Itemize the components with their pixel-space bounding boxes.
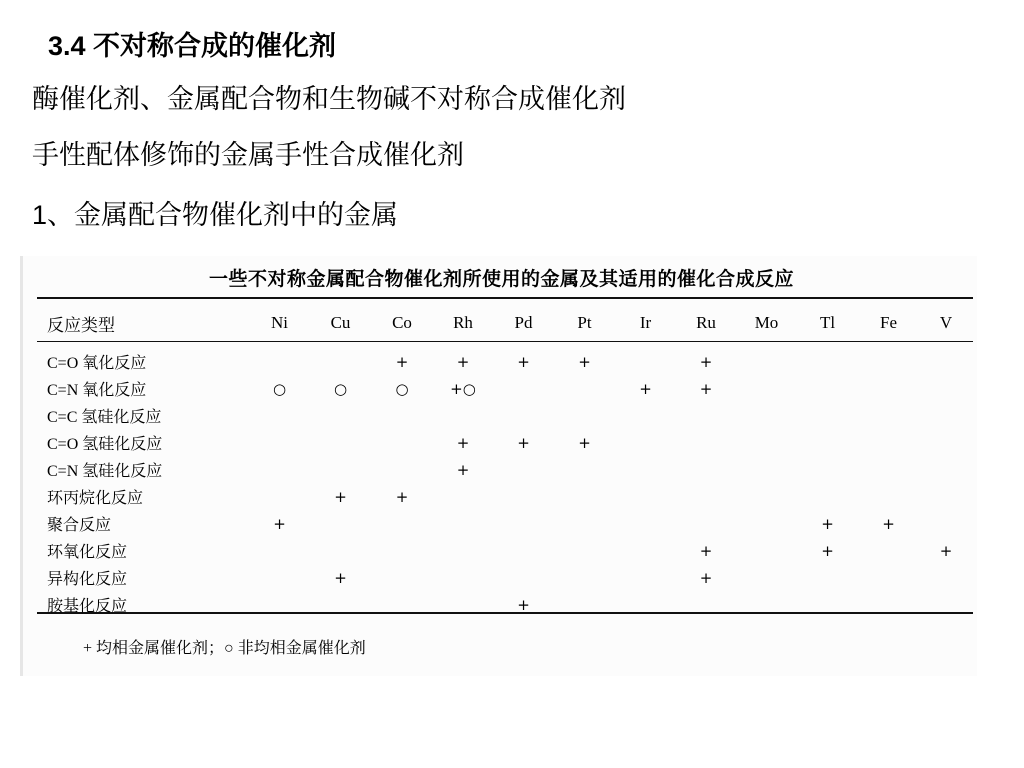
- bullet-line-1: 酶催化剂、金属配合物和生物碱不对称合成催化剂: [32, 84, 626, 115]
- catalyst-mark-cell: [433, 483, 493, 510]
- catalyst-mark-cell: [615, 510, 676, 537]
- catalyst-mark-cell: [615, 564, 676, 591]
- catalyst-mark-cell: [615, 342, 676, 375]
- catalyst-mark-cell: [858, 342, 919, 375]
- metal-header: Ru: [696, 313, 716, 332]
- catalyst-mark-cell: ○: [333, 379, 348, 398]
- reaction-type-cell: C=N 氢硅化反应: [47, 463, 163, 480]
- catalyst-mark-cell: +: [334, 487, 347, 506]
- catalyst-mark-cell: [615, 429, 676, 456]
- catalyst-mark-cell: +: [821, 541, 834, 560]
- metal-header: V: [939, 313, 953, 332]
- catalyst-mark-cell: [310, 537, 371, 564]
- catalyst-mark-cell: [676, 591, 736, 618]
- catalyst-mark-cell: [310, 342, 371, 375]
- catalyst-mark-cell: +: [395, 352, 409, 371]
- bullet-line-3-number: 1: [32, 200, 48, 230]
- catalyst-mark-cell: +: [821, 514, 834, 533]
- metal-header: Pt: [577, 313, 592, 332]
- table-row: [37, 375, 973, 402]
- table-footnote: + 均相金属催化剂；○ 非均相金属催化剂: [83, 640, 366, 657]
- scanned-table-image: [20, 256, 977, 676]
- catalyst-mark-cell: [736, 564, 797, 591]
- catalyst-mark-cell: [919, 342, 973, 375]
- metal-header: Ir: [639, 313, 652, 332]
- catalyst-mark-cell: [736, 375, 797, 402]
- slide-title: 3.4 不对称合成的催化剂: [48, 31, 337, 61]
- catalyst-mark-cell: +: [699, 379, 713, 398]
- reaction-type-cell: C=N 氧化反应: [47, 382, 147, 399]
- table-row: [37, 429, 973, 456]
- reaction-type-header: 反应类型: [47, 315, 115, 335]
- catalyst-mark-cell: [919, 429, 973, 456]
- catalyst-mark-cell: [797, 591, 858, 618]
- catalyst-mark-cell: [858, 537, 919, 564]
- catalyst-mark-cell: +: [273, 514, 286, 533]
- reaction-type-cell: C=C 氢硅化反应: [47, 409, 162, 426]
- catalyst-mark-cell: [919, 483, 973, 510]
- table-row: [37, 564, 973, 591]
- catalyst-mark-cell: [615, 537, 676, 564]
- table-row: [37, 342, 973, 375]
- catalyst-mark-cell: [736, 483, 797, 510]
- catalyst-mark-cell: [310, 456, 371, 483]
- table-row: [37, 456, 973, 483]
- catalyst-mark-cell: [371, 591, 433, 618]
- bullet-line-3: [32, 193, 398, 232]
- catalyst-mark-cell: [736, 456, 797, 483]
- catalyst-mark-cell: [554, 456, 615, 483]
- catalyst-mark-cell: +: [882, 514, 895, 533]
- catalyst-mark-cell: [493, 564, 554, 591]
- catalyst-mark-cell: [919, 375, 973, 402]
- catalyst-mark-cell: [797, 429, 858, 456]
- catalyst-mark-cell: [615, 483, 676, 510]
- catalyst-mark-cell: [919, 510, 973, 537]
- catalyst-mark-cell: [736, 402, 797, 429]
- catalyst-mark-cell: [736, 429, 797, 456]
- catalyst-mark-cell: [249, 591, 310, 618]
- bullet-line-2: 手性配体修饰的金属手性合成催化剂: [32, 140, 464, 171]
- reaction-type-cell: 异构化反应: [47, 571, 128, 588]
- catalyst-mark-cell: +: [517, 352, 530, 371]
- catalyst-mark-cell: [858, 429, 919, 456]
- table-header-row: [37, 304, 973, 342]
- catalyst-mark-cell: [310, 591, 371, 618]
- metal-header: Tl: [819, 313, 836, 332]
- catalyst-mark-cell: [249, 456, 310, 483]
- catalyst-mark-cell: [615, 402, 676, 429]
- catalyst-mark-cell: +: [639, 379, 652, 398]
- catalyst-mark-cell: [676, 456, 736, 483]
- catalyst-mark-cell: [736, 537, 797, 564]
- catalyst-mark-cell: [858, 564, 919, 591]
- table-row: [37, 591, 973, 618]
- catalyst-mark-cell: [676, 510, 736, 537]
- table-row: [37, 402, 973, 429]
- catalyst-mark-cell: [797, 564, 858, 591]
- catalyst-mark-cell: [310, 510, 371, 537]
- catalyst-mark-cell: +○: [450, 379, 476, 398]
- catalyst-mark-cell: [493, 483, 554, 510]
- metal-header: Ni: [271, 313, 288, 332]
- catalyst-mark-cell: [919, 564, 973, 591]
- reaction-type-cell: 胺基化反应: [47, 598, 128, 615]
- catalyst-mark-cell: [554, 537, 615, 564]
- table-row: [37, 483, 973, 510]
- catalyst-mark-cell: [249, 564, 310, 591]
- catalyst-mark-cell: [797, 483, 858, 510]
- catalyst-mark-cell: +: [939, 541, 953, 560]
- metal-header: Fe: [880, 313, 897, 332]
- catalyst-mark-cell: [615, 456, 676, 483]
- catalyst-mark-cell: [554, 402, 615, 429]
- catalyst-mark-cell: +: [699, 568, 713, 587]
- catalyst-mark-cell: [858, 456, 919, 483]
- catalyst-mark-cell: [493, 402, 554, 429]
- catalyst-mark-cell: [554, 510, 615, 537]
- catalyst-mark-cell: [249, 537, 310, 564]
- catalyst-mark-cell: [676, 429, 736, 456]
- table-row: [37, 510, 973, 537]
- metal-header: Pd: [514, 313, 533, 332]
- catalyst-mark-cell: [736, 591, 797, 618]
- catalyst-mark-cell: [493, 537, 554, 564]
- catalyst-mark-cell: [797, 375, 858, 402]
- catalyst-mark-cell: [249, 342, 310, 375]
- catalyst-mark-cell: ○: [395, 379, 409, 398]
- catalyst-mark-cell: [310, 429, 371, 456]
- catalyst-mark-cell: [433, 402, 493, 429]
- table-row: [37, 537, 973, 564]
- metal-header: Rh: [453, 313, 473, 332]
- catalyst-mark-cell: +: [699, 352, 713, 371]
- catalyst-mark-cell: [797, 402, 858, 429]
- catalyst-mark-cell: +: [395, 487, 409, 506]
- catalyst-mark-cell: [919, 402, 973, 429]
- catalyst-mark-cell: ○: [272, 379, 287, 398]
- catalyst-mark-cell: [858, 375, 919, 402]
- catalyst-mark-cell: [249, 429, 310, 456]
- catalyst-mark-cell: +: [334, 568, 347, 587]
- catalyst-mark-cell: [433, 564, 493, 591]
- catalyst-mark-cell: [371, 402, 433, 429]
- reaction-type-cell: C=O 氢硅化反应: [47, 436, 163, 453]
- catalyst-mark-cell: +: [578, 352, 591, 371]
- metal-header: Mo: [754, 313, 779, 332]
- catalyst-mark-cell: [554, 564, 615, 591]
- catalyst-mark-cell: [797, 456, 858, 483]
- metal-reaction-table: [37, 304, 973, 618]
- catalyst-mark-cell: [858, 402, 919, 429]
- catalyst-mark-cell: [736, 342, 797, 375]
- catalyst-mark-cell: [858, 591, 919, 618]
- catalyst-mark-cell: [919, 456, 973, 483]
- catalyst-mark-cell: [433, 537, 493, 564]
- catalyst-mark-cell: [433, 591, 493, 618]
- bullet-line-3-text: 、金属配合物催化剂中的金属: [47, 200, 399, 231]
- reaction-type-cell: 环氧化反应: [47, 544, 128, 561]
- catalyst-mark-cell: [433, 510, 493, 537]
- catalyst-mark-cell: [493, 510, 554, 537]
- catalyst-mark-cell: +: [517, 595, 530, 614]
- reaction-type-cell: 聚合反应: [47, 517, 112, 534]
- metal-header: Cu: [330, 313, 351, 332]
- catalyst-mark-cell: [371, 429, 433, 456]
- catalyst-mark-cell: [554, 591, 615, 618]
- table-top-rule: [37, 297, 973, 299]
- table-caption: 一些不对称金属配合物催化剂所使用的金属及其适用的催化合成反应: [209, 269, 795, 290]
- catalyst-mark-cell: [371, 537, 433, 564]
- catalyst-mark-cell: [736, 510, 797, 537]
- catalyst-mark-cell: +: [699, 541, 713, 560]
- reaction-type-cell: 环丙烷化反应: [47, 490, 144, 507]
- catalyst-mark-cell: [249, 402, 310, 429]
- catalyst-mark-cell: +: [456, 433, 470, 452]
- catalyst-mark-cell: [493, 456, 554, 483]
- catalyst-mark-cell: +: [517, 433, 530, 452]
- catalyst-mark-cell: [676, 483, 736, 510]
- catalyst-mark-cell: [371, 456, 433, 483]
- catalyst-mark-cell: [615, 591, 676, 618]
- catalyst-mark-cell: [554, 483, 615, 510]
- catalyst-mark-cell: [493, 375, 554, 402]
- catalyst-mark-cell: [249, 483, 310, 510]
- catalyst-mark-cell: [371, 510, 433, 537]
- catalyst-mark-cell: [919, 591, 973, 618]
- catalyst-mark-cell: +: [456, 352, 470, 371]
- catalyst-mark-cell: [371, 564, 433, 591]
- catalyst-mark-cell: +: [456, 460, 470, 479]
- catalyst-mark-cell: [310, 402, 371, 429]
- metal-header: Co: [392, 313, 412, 332]
- catalyst-mark-cell: [554, 375, 615, 402]
- catalyst-mark-cell: [797, 342, 858, 375]
- catalyst-mark-cell: +: [578, 433, 591, 452]
- reaction-type-cell: C=O 氧化反应: [47, 355, 147, 372]
- catalyst-mark-cell: [858, 483, 919, 510]
- catalyst-mark-cell: [676, 402, 736, 429]
